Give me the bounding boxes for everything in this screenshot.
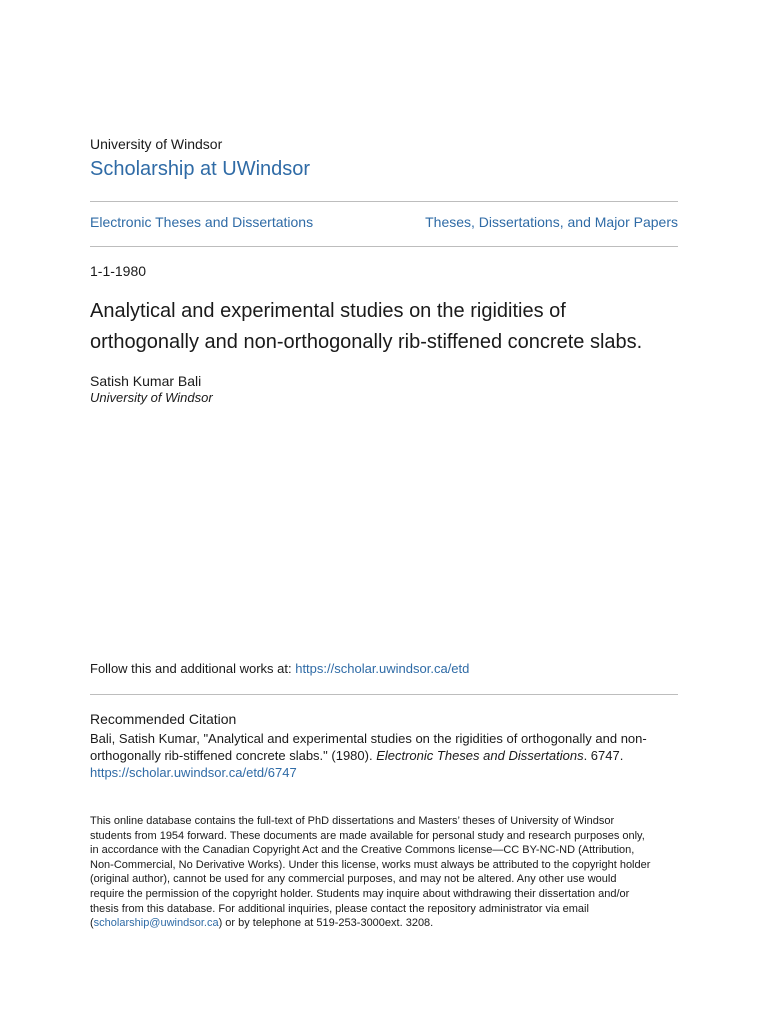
collection-link-etd[interactable]: Electronic Theses and Dissertations: [90, 214, 314, 230]
citation-line-1: Bali, Satish Kumar, "Analytical and experimental studies on the rigidities of orthogonally and non-: [90, 731, 647, 746]
follow-text: Follow this and additional works at:: [90, 661, 296, 676]
license-line-8: [90, 916, 678, 931]
collection-link-theses[interactable]: Theses, Dissertations, and Major Papers: [425, 214, 678, 230]
citation-series: Electronic Theses and Dissertations: [376, 748, 584, 763]
follow-link[interactable]: https://scholar.uwindsor.ca/etd: [295, 661, 470, 676]
license-line-8-text: ) or by telephone at 519-253-3000ext. 3208.: [218, 917, 434, 930]
publication-date: 1-1-1980: [90, 263, 147, 279]
license-line-6: require the permission of the copyright holder. Students may inquire about withdrawing their dissertation and/or: [90, 887, 630, 900]
email-link[interactable]: scholarship@uwindsor.ca: [93, 917, 219, 930]
title-line-1: Analytical and experimental studies on the rigidities of: [90, 300, 566, 322]
license-line-5: (original author), cannot be used for any commercial purposes, and may not be altered. Any other use would: [90, 873, 617, 886]
citation-text: orthogonally rib-stiffened concrete slabs." (1980).: [90, 748, 377, 763]
citation-link[interactable]: https://scholar.uwindsor.ca/etd/6747: [90, 765, 297, 780]
follow-line: [90, 661, 469, 676]
author-name: Satish Kumar Bali: [90, 373, 202, 389]
title-line-2: orthogonally and non-orthogonally rib-stiffened concrete slabs.: [90, 331, 643, 353]
repository-link[interactable]: Scholarship at UWindsor: [90, 158, 311, 180]
citation-line-2: [90, 747, 678, 764]
license-notice: [90, 814, 678, 931]
license-line-7: thesis from this database. For additional inquiries, please contact the repository administrator via email: [90, 902, 589, 915]
author-affiliation: University of Windsor: [90, 390, 213, 405]
citation-number: . 6747.: [583, 748, 624, 763]
license-line-4: Non-Commercial, No Derivative Works). Under this license, works must always be attributed to the copyright holder: [90, 858, 651, 871]
institution-name: University of Windsor: [90, 136, 223, 152]
citation-block: [90, 730, 678, 781]
divider-collections: [90, 246, 678, 247]
license-line-3: in accordance with the Canadian Copyright Act and the Creative Commons license—CC BY-NC-ND (Attribution,: [90, 844, 635, 857]
license-line-1: This online database contains the full-text of PhD dissertations and Masters’ theses of University of Windsor: [90, 815, 615, 827]
license-line-2: students from 1954 forward. These documents are made available for personal study and research purposes only,: [90, 829, 645, 842]
divider-citation: [90, 694, 678, 695]
citation-heading: Recommended Citation: [90, 711, 237, 727]
document-title: [90, 296, 678, 358]
license-paren-open: (: [90, 917, 94, 930]
divider-top: [90, 201, 678, 202]
cover-page: [90, 0, 678, 1024]
